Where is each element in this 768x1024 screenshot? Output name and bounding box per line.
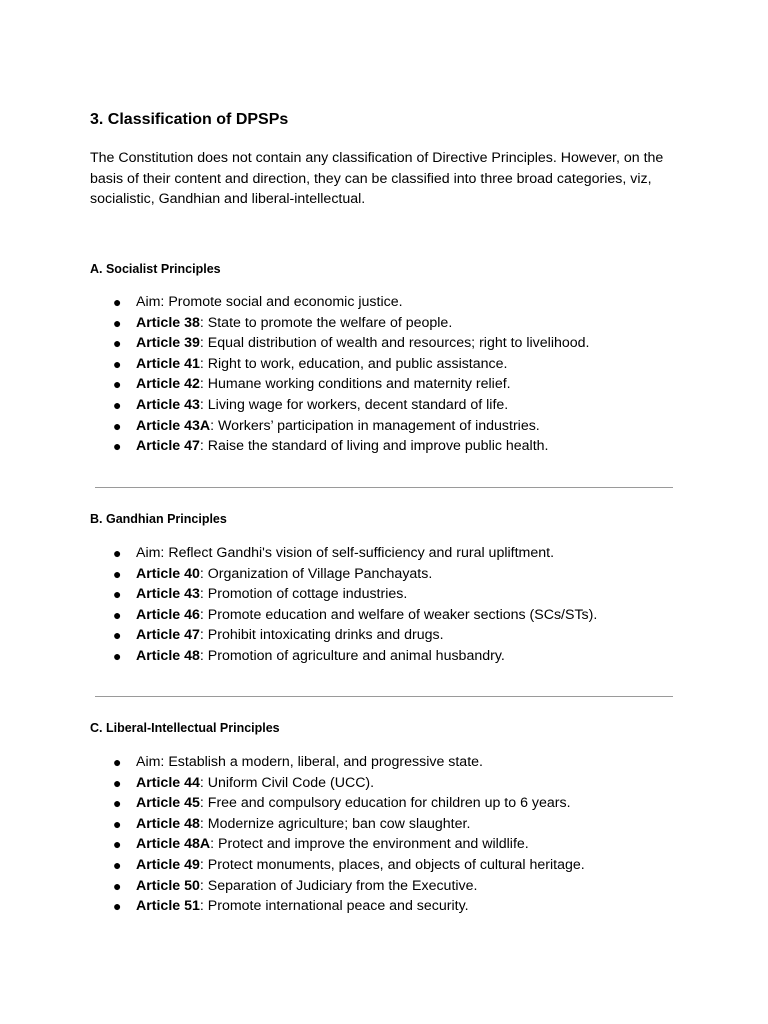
bullet-icon: ● — [113, 586, 122, 603]
item-text: : Protect monuments, places, and objects of cultural heritage. — [199, 856, 585, 873]
item-text: : Free and compulsory education for children up to 6 years. — [199, 795, 571, 812]
bullet-icon: ● — [113, 565, 122, 582]
bullet-icon: ● — [113, 355, 122, 372]
list-item — [0, 395, 768, 416]
article-label: Article 47 — [136, 438, 200, 455]
list-item — [0, 814, 768, 835]
bullet-icon: ● — [113, 417, 122, 434]
bullet-icon: ● — [113, 396, 122, 413]
list-item — [0, 605, 768, 626]
item-text: : Promotion of agriculture and animal husbandry. — [199, 647, 505, 664]
item-text: : Living wage for workers, decent standard of life. — [199, 396, 509, 413]
bullet-icon: ● — [113, 627, 122, 644]
section-heading-liberal-intellectual: C. Liberal-Intellectual Principles — [90, 721, 280, 735]
article-label: Article 39 — [136, 335, 200, 352]
item-text: : Separation of Judiciary from the Executive. — [199, 877, 478, 894]
item-text: : Organization of Village Panchayats. — [199, 565, 433, 582]
article-label: Article 48 — [136, 647, 200, 664]
article-label: Article 38 — [136, 314, 200, 331]
article-label: Article 43A — [136, 417, 211, 434]
item-text: : Raise the standard of living and improve public health. — [199, 438, 549, 455]
page-title: 3. Classification of DPSPs — [90, 111, 289, 128]
section-divider — [95, 487, 673, 488]
bullet-icon: ● — [113, 647, 122, 664]
item-text: : Humane working conditions and maternity relief. — [199, 376, 511, 393]
list-item — [0, 374, 768, 395]
item-text: : Protect and improve the environment and wildlife. — [210, 836, 529, 853]
list-item — [0, 333, 768, 354]
item-text: : Uniform Civil Code (UCC). — [199, 774, 375, 791]
bullet-icon: ● — [113, 376, 122, 393]
item-text: : Promote education and welfare of weaker sections (SCs/STs). — [199, 606, 598, 623]
list-item — [0, 354, 768, 375]
bullet-icon: ● — [113, 606, 122, 623]
bullet-icon: ● — [113, 836, 122, 853]
section-divider — [95, 696, 673, 697]
article-label: Article 45 — [136, 795, 200, 812]
item-text: : Workers’ participation in management of industries. — [210, 417, 540, 434]
item-text: : Prohibit intoxicating drinks and drugs. — [199, 627, 444, 644]
bullet-icon: ● — [113, 754, 122, 770]
bullet-icon: ● — [113, 856, 122, 873]
gandhian-principles-list — [0, 543, 768, 667]
list-item — [0, 292, 768, 313]
article-label: Article 44 — [136, 774, 200, 791]
article-label: Article 43 — [136, 396, 200, 413]
list-item — [0, 436, 768, 457]
article-label: Article 48 — [136, 815, 200, 832]
bullet-icon: ● — [113, 335, 122, 352]
bullet-icon: ● — [113, 314, 122, 331]
list-item — [0, 793, 768, 814]
section-heading-gandhian: B. Gandhian Principles — [90, 512, 227, 526]
bullet-icon: ● — [113, 438, 122, 455]
article-label: Article 42 — [136, 376, 200, 393]
item-text: : Right to work, education, and public assistance. — [199, 355, 508, 372]
article-label: Article 43 — [136, 586, 200, 603]
bullet-icon: ● — [113, 898, 122, 915]
bullet-icon: ● — [113, 774, 122, 791]
bullet-icon: ● — [113, 545, 122, 561]
article-label: Article 50 — [136, 877, 200, 894]
list-item — [0, 543, 768, 564]
bullet-icon: ● — [113, 795, 122, 812]
socialist-principles-list — [0, 292, 768, 457]
item-text: Aim: Promote social and economic justice. — [136, 294, 403, 310]
list-item — [0, 416, 768, 437]
bullet-icon: ● — [113, 877, 122, 894]
list-item — [0, 646, 768, 667]
list-item — [0, 564, 768, 585]
article-label: Article 41 — [136, 355, 200, 372]
article-label: Article 47 — [136, 627, 200, 644]
section-heading-socialist: A. Socialist Principles — [90, 262, 221, 276]
list-item — [0, 584, 768, 605]
article-label: Article 46 — [136, 606, 200, 623]
bullet-icon: ● — [113, 815, 122, 832]
list-item — [0, 855, 768, 876]
item-text: Aim: Establish a modern, liberal, and progressive state. — [136, 754, 483, 770]
list-item — [0, 313, 768, 334]
item-text: Aim: Reflect Gandhi's vision of self-sufficiency and rural upliftment. — [136, 545, 555, 561]
list-item — [0, 896, 768, 917]
item-text: : Modernize agriculture; ban cow slaughter. — [199, 815, 471, 832]
item-text: : Promote international peace and security. — [199, 898, 469, 915]
list-item — [0, 773, 768, 794]
intro-paragraph: The Constitution does not contain any classification of Directive Principles. However, on the basis of their content and direction, they can be classified into three broad categories, viz, socialistic, Gandhian and liberal-intellectual. — [90, 150, 664, 207]
list-item — [0, 834, 768, 855]
article-label: Article 49 — [136, 856, 200, 873]
article-label: Article 51 — [136, 898, 200, 915]
list-item — [0, 625, 768, 646]
liberal-intellectual-principles-list — [0, 752, 768, 917]
bullet-icon: ● — [113, 294, 122, 310]
list-item — [0, 876, 768, 897]
item-text: : State to promote the welfare of people. — [199, 314, 453, 331]
article-label: Article 48A — [136, 836, 211, 853]
item-text: : Equal distribution of wealth and resources; right to livelihood. — [199, 335, 590, 352]
article-label: Article 40 — [136, 565, 200, 582]
item-text: : Promotion of cottage industries. — [199, 586, 408, 603]
list-item — [0, 752, 768, 773]
